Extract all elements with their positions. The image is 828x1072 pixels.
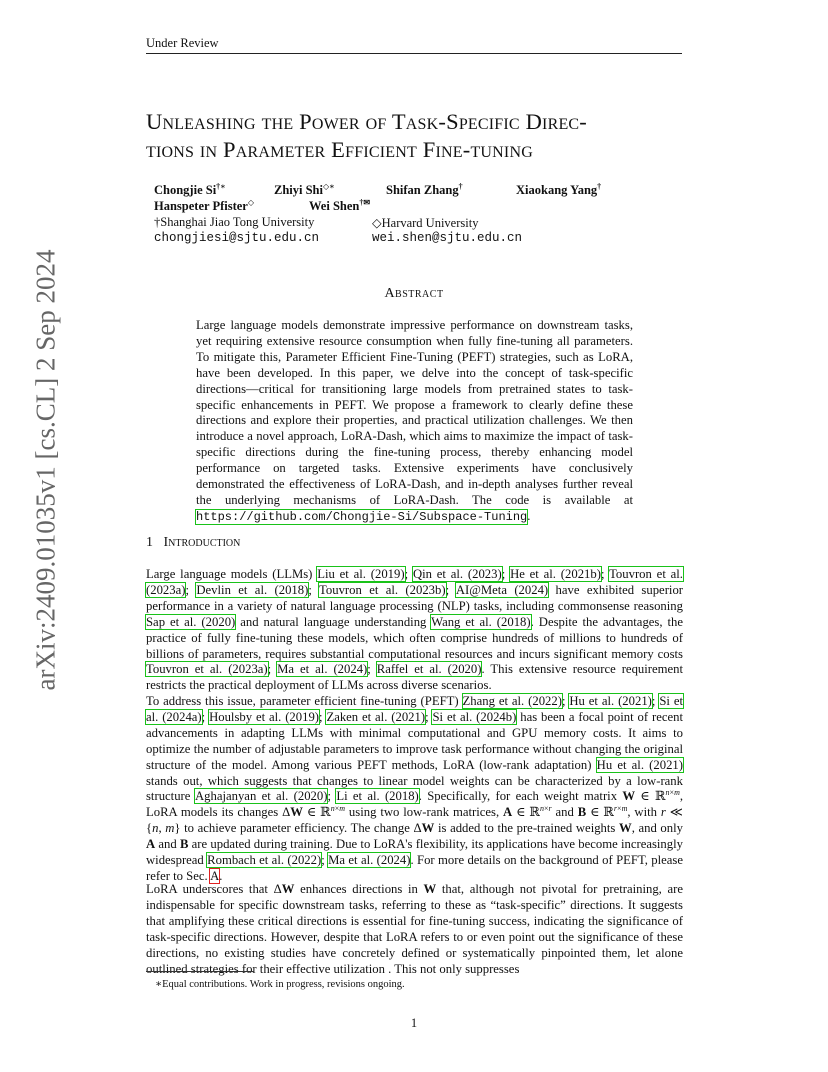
citation-link[interactable]: Si et al. (2024b) [432,709,517,724]
author-5: Hanspeter Pfister◇ [154,197,254,213]
title-line-2: tions in Parameter Efficient Fine-tuning [146,137,533,162]
citation-link[interactable]: Hu et al. (2021) [596,757,683,772]
citation-link[interactable]: Devlin et al. (2018) [196,582,309,597]
citation-link[interactable]: He et al. (2021b) [510,567,601,581]
citation-link[interactable]: Hu et al. (2021) [569,694,652,708]
page-number: 1 [410,1016,418,1030]
citation-link[interactable]: Zaken et al. (2021) [326,709,426,724]
affiliation-2: ◇Harvard University [372,216,479,230]
citation-link[interactable]: Ma et al. (2024) [277,662,368,677]
footnote: ∗Equal contributions. Work in progress, revisions ongoing. [155,979,405,990]
citation-link[interactable]: Aghajanyan et al. (2020) [194,789,328,804]
citation-link[interactable]: Qin et al. (2023) [412,567,502,581]
citation-link[interactable]: Rombach et al. (2022) [207,853,322,868]
citation-link[interactable]: Touvron et al. (2023a) [146,662,268,677]
citation-link[interactable]: Zhang et al. (2022) [462,694,562,708]
abstract-text: Large language models demonstrate impressive performance on downstream tasks, yet requiring extensive resource consumption when fully fine-tuning all parameters. To mitigate this, Parameter Efficient Fine-Tuning (PEFT) strategies, such as LoRA, have been developed. In this paper, we delve into the concept of task-specific directions—critical for transitioning large models from pretrained states to task-specific enhancements in PEFT. We propose a framework to clearly define these directions and explore their properties, and practical utilization challenges. We then introduce a novel approach, LoRA-Dash, which aims to maximize the impact of task-specific directions during the fine-tuning process, thereby enhancing model performance on targeted tasks. Extensive experiments have conclusively demonstrated the effectiveness of LoRA-Dash, and in-depth analyses further reveal the underlying mechanisms of LoRA-Dash. The code is available at https://github.com/Chongjie-Si/Subspace-Tuning. [196,318,633,524]
email-1[interactable]: chongjiesi@sjtu.edu.cn [154,231,320,245]
section-ref-link[interactable]: A [210,868,220,883]
citation-link[interactable]: Ma et al. (2024) [328,853,411,868]
code-link[interactable]: https://github.com/Chongjie-Si/Subspace-Tuning [196,509,528,524]
author-3: Shifan Zhang† [386,181,463,197]
citation-link[interactable]: AI@Meta (2024) [455,582,549,597]
citation-link[interactable]: Raffel et al. (2020) [376,662,482,677]
author-1: Chongjie Si†∗ [154,181,226,197]
title-line-1: Unleashing the Power of Task-Specific Direc- [146,109,587,134]
citation-link[interactable]: Liu et al. (2019) [317,567,405,581]
section-heading: 1 Introduction [146,535,241,550]
header-rule [146,53,682,54]
intro-paragraph-2: To address this issue, parameter efficient fine-tuning (PEFT) Zhang et al. (2022); Hu et al. (2021); Si et al. (2024a); Houlsby et al. (2019); Zaken et al. (2021); Si et al. (2024b) has been a focal point of recent advancements in adapting LLMs with minimal computational and GPU memory costs. It aims to optimize the number of adjustable parameters to improve task performance without changing the original structure of the model. Among various PEFT methods, LoRA (low-rank adaptation) Hu et al. (2021) stands out, which suggests that changes to linear model weights can be characterized by a low-rank structure Aghajanyan et al. (2020); Li et al. (2018). Specifically, for each weight matrix W ∈ ℝ$^{n\times m}$, LoRA models its changes ΔW ∈ ℝ$^{n\times m}$ using two low-rank matrices, A ∈ ℝ$^{n\times r}$ and B ∈ ℝ$^{r\times m}$, with r ≪ {n, m} to achieve parameter efficiency. The change ΔW is added to the pre-trained weights W, and only A and B are updated during training. Due to LoRA's flexibility, its applications have become increasingly widespread Rombach et al. (2022); Ma et al. (2024). For more details on the background of PEFT, please refer to Sec. A. [146,694,684,883]
paper-title [146,108,706,164]
citation-link[interactable]: Touvron et al. (2023a) [146,567,683,597]
author-2: Zhiyi Shi◇∗ [274,181,335,197]
citation-link[interactable]: Li et al. (2018) [336,789,419,804]
running-header: Under Review [146,36,219,50]
author-6: Wei Shen†✉ [309,197,371,213]
intro-paragraph-1: Large language models (LLMs) Liu et al. (2019); Qin et al. (2023); He et al. (2021b); Touvron et al. (2023a); Devlin et al. (2018); Touvron et al. (2023b); AI@Meta (2024) have exhibited superior performance in a variety of natural language processing (NLP) tasks, including commonsense reasoning Sap et al. (2020) and natural language understanding Wang et al. (2018). Despite the advantages, the practice of fully fine-tuning these models, which often comprise hundreds of millions to hundreds of billions of parameters, requires substantial computational resources and incurs significant memory costs Touvron et al. (2023a); Ma et al. (2024); Raffel et al. (2020). This extensive resource requirement restricts the practical deployment of LLMs across diverse scenarios. [146,567,684,693]
footnote-rule [146,971,254,972]
citation-link[interactable]: Touvron et al. (2023b) [319,582,446,597]
citation-link[interactable]: Houlsby et al. (2019) [209,709,320,724]
citation-link[interactable]: Wang et al. (2018) [431,614,531,629]
intro-paragraph-3: LoRA underscores that ΔW enhances directions in W that, although not pivotal for pretraining, are indispensable for specific downstream tasks, referring to these as “task-specific” directions. It suggests that amplifying these critical directions is essential for fine-tuning success, indicating the significance of task-specific directions. However, despite that LoRA refers to or even point out the significance of these directions, no existing studies have concretely defined or systematically pinpointed them, let alone outlined strategies for their effective utilization . This not only suppresses [146,882,683,976]
citation-link[interactable]: Sap et al. (2020) [146,614,236,629]
arxiv-identifier: arXiv:2409.01035v1 [cs.CL] 2 Sep 2024 [30,249,61,691]
citation-link[interactable]: Si et al. (2024a) [146,694,683,724]
abstract-heading: Abstract [384,286,444,301]
email-2[interactable]: wei.shen@sjtu.edu.cn [372,231,523,245]
author-4: Xiaokang Yang† [516,181,602,197]
affiliation-1: †Shanghai Jiao Tong University [154,215,315,229]
arxiv-sidebar [30,0,61,1072]
